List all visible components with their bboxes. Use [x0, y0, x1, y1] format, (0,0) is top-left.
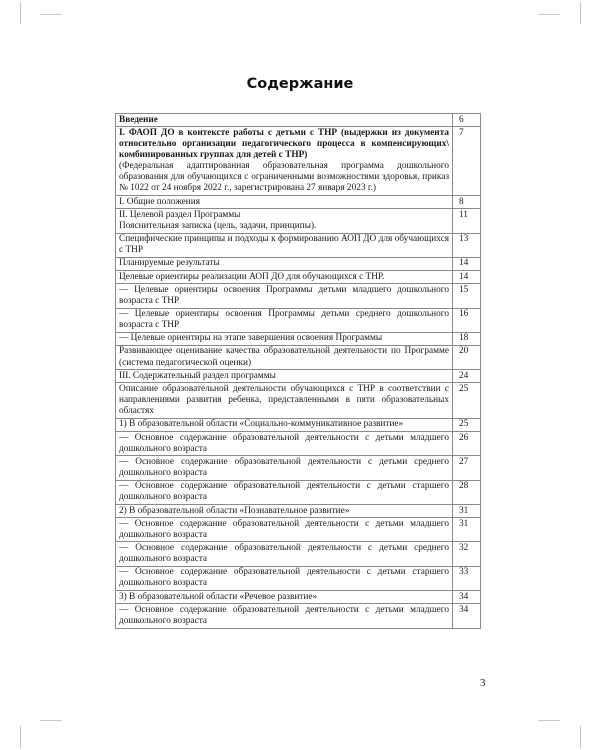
toc-row[interactable] — [116, 383, 481, 418]
toc-row[interactable] — [116, 505, 481, 518]
toc-entry-title: Введение — [116, 114, 453, 127]
toc-entry-page: 7 — [453, 127, 481, 196]
toc-entry-page: 25 — [453, 383, 481, 418]
toc-entry-page: 26 — [453, 432, 481, 456]
toc-entry-title: III. Содержательный раздел программы — [116, 370, 453, 383]
toc-entry-title: Описание образовательной деятельности обучающихся с ТНР в соответствии с направлениями развития ребенка, представленными в пяти образовательных областях — [116, 383, 453, 418]
toc-entry-page: 27 — [453, 456, 481, 480]
toc-entry-page: 34 — [453, 604, 481, 628]
crop-mark — [20, 726, 21, 748]
toc-entry-title: — Основное содержание образовательной деятельности с детьми старшего дошкольного возраста — [116, 480, 453, 504]
toc-entry-page: 31 — [453, 518, 481, 542]
toc-entry-page: 14 — [453, 271, 481, 284]
toc-entry-page: 11 — [453, 209, 481, 233]
toc-row[interactable] — [116, 257, 481, 270]
toc-entry-page: 24 — [453, 370, 481, 383]
crop-mark — [580, 726, 581, 748]
toc-entry-page: 31 — [453, 505, 481, 518]
toc-entry-heading: II. Целевой раздел Программы — [119, 209, 241, 220]
toc-entry-title: — Целевые ориентиры освоения Программы детьми младшего дошкольного возраста с ТНР — [116, 284, 453, 308]
toc-entry-note: (Федеральная адаптированная образовательная программа дошкольного образования для обучающихся с ограниченными возможностями здоровья, приказ № 1022 от 24 ноября 2022 г., зарегистрирована 27 января 2023 г.) — [119, 161, 449, 194]
toc-entry-title: — Основное содержание образовательной деятельности с детьми среднего дошкольного возраста — [116, 542, 453, 566]
crop-mark — [538, 14, 560, 15]
toc-entry-page: 18 — [453, 332, 481, 345]
page-title: Содержание — [246, 76, 354, 92]
toc-row[interactable] — [116, 209, 481, 233]
crop-mark — [538, 720, 560, 721]
toc-entry-page: 14 — [453, 257, 481, 270]
toc-entry-page: 6 — [453, 114, 481, 127]
toc-entry-title: Планируемые результаты — [116, 257, 453, 270]
toc-entry-page: 13 — [453, 233, 481, 257]
toc-row[interactable] — [116, 456, 481, 480]
toc-entry-title: — Основное содержание образовательной деятельности с детьми младшего дошкольного возраста — [116, 432, 453, 456]
toc-entry-page: 25 — [453, 418, 481, 431]
toc-entry-heading: I. ФАОП ДО в контексте работы с детьми с ТНР (выдержки из документа относительно организации педагогического процесса в компенсирующих\ комбинированных группах для детей с ТНР) — [119, 127, 449, 160]
toc-entry-page: 8 — [453, 196, 481, 209]
toc-row[interactable] — [116, 604, 481, 628]
crop-mark — [580, 2, 581, 24]
toc-entry-title: Развивающее оценивание качества образовательной деятельности по Программе (система педагогической оценки) — [116, 345, 453, 369]
toc-entry-page: 28 — [453, 480, 481, 504]
toc-entry-title: I. Общие положения — [116, 196, 453, 209]
toc-entry-title: — Основное содержание образовательной деятельности с детьми младшего дошкольного возраста — [116, 518, 453, 542]
crop-mark — [40, 14, 62, 15]
toc-row[interactable] — [116, 114, 481, 127]
toc-row[interactable] — [116, 233, 481, 257]
toc-row[interactable] — [116, 127, 481, 196]
toc-row[interactable] — [116, 518, 481, 542]
toc-entry-page: 20 — [453, 345, 481, 369]
toc-row[interactable] — [116, 332, 481, 345]
toc-row[interactable] — [116, 308, 481, 332]
toc-entry-page: 15 — [453, 284, 481, 308]
toc-entry-title: Целевые ориентиры реализации АОП ДО для обучающихся с ТНР. — [116, 271, 453, 284]
toc-row[interactable] — [116, 480, 481, 504]
toc-entry-note: Пояснительная записка (цель, задачи, принципы). — [119, 220, 317, 231]
toc-row[interactable] — [116, 591, 481, 604]
toc-row[interactable] — [116, 196, 481, 209]
toc-row[interactable] — [116, 284, 481, 308]
toc-entry-title: — Основное содержание образовательной деятельности с детьми среднего дошкольного возраста — [116, 456, 453, 480]
toc-entry-page: 33 — [453, 566, 481, 590]
page-number: 3 — [480, 677, 486, 689]
toc-row[interactable] — [116, 271, 481, 284]
toc-entry-title — [116, 209, 453, 233]
toc-entry-title: — Целевые ориентиры на этапе завершения освоения Программы — [116, 332, 453, 345]
toc-entry-title: — Целевые ориентиры освоения Программы детьми среднего дошкольного возраста с ТНР — [116, 308, 453, 332]
toc-row[interactable] — [116, 432, 481, 456]
toc-entry-title: — Основное содержание образовательной деятельности с детьми старшего дошкольного возраста — [116, 566, 453, 590]
toc-entry-title: 1) В образовательной области «Социально-коммуникативное развитие» — [116, 418, 453, 431]
toc-entry-page: 34 — [453, 591, 481, 604]
toc-table — [115, 113, 481, 629]
crop-mark — [40, 720, 62, 721]
toc-row[interactable] — [116, 370, 481, 383]
toc-entry-title: 3) В образовательной области «Речевое развитие» — [116, 591, 453, 604]
crop-mark — [20, 2, 21, 24]
toc-row[interactable] — [116, 542, 481, 566]
toc-entry-page: 16 — [453, 308, 481, 332]
toc-row[interactable] — [116, 418, 481, 431]
toc-entry-title — [116, 127, 453, 196]
toc-entry-page: 32 — [453, 542, 481, 566]
toc-entry-title: 2) В образовательной области «Познавательное развитие» — [116, 505, 453, 518]
toc-row[interactable] — [116, 566, 481, 590]
toc-row[interactable] — [116, 345, 481, 369]
toc-entry-title: Специфические принципы и подходы к формированию АОП ДО для обучающихся с ТНР — [116, 233, 453, 257]
toc-entry-title: — Основное содержание образовательной деятельности с детьми младшего дошкольного возраста — [116, 604, 453, 628]
